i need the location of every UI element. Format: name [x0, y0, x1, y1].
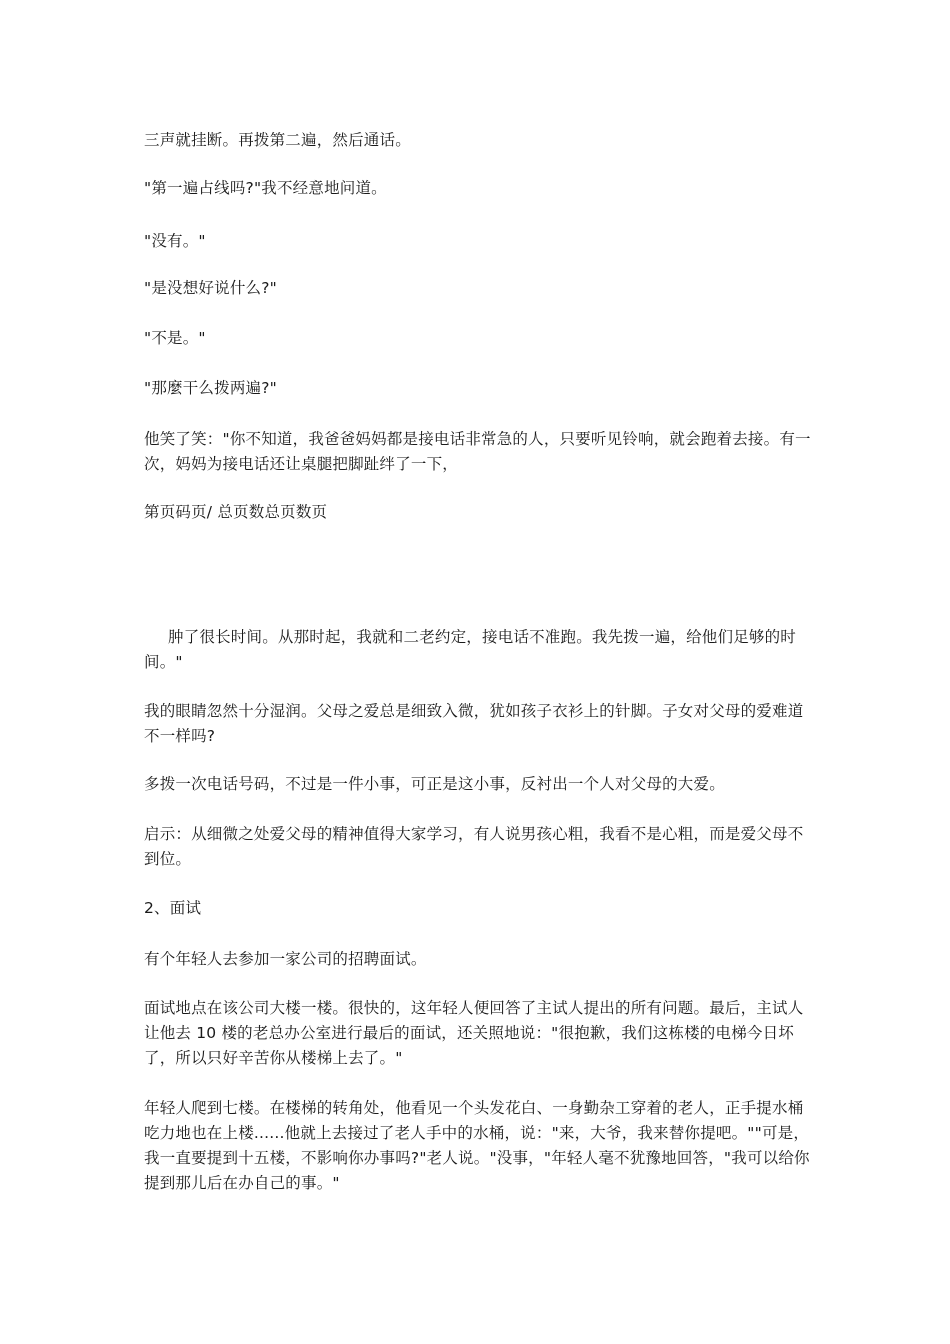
paragraph-moral: 启示：从细微之处爱父母的精神值得大家学习，有人说男孩心粗，我看不是心粗，而是爱父母不到位。: [144, 825, 804, 868]
paragraph-stairs: 年轻人爬到七楼。在楼梯的转角处，他看见一个头发花白、一身勤杂工穿着的老人，正手提水桶吃力地也在上楼......他就上去接过了老人手中的水桶，说："来，大爷，我来替你提吧。""可是，我一直要提到十五楼，不影响你办事吗?"老人说。"没事，"年轻人毫不犹豫地回答，"我可以给你提到那儿后在办自己的事。": [144, 1099, 810, 1192]
section-heading: 2、面试: [144, 899, 202, 917]
paragraph-summary: 多拨一次电话号码，不过是一件小事，可正是这小事，反衬出一个人对父母的大爱。: [144, 775, 725, 793]
paragraph-continuation: 肿了很长时间。从那时起，我就和二老约定，接电话不准跑。我先拨一遍，给他们足够的时间。": [144, 628, 797, 671]
paragraph-interview: 面试地点在该公司大楼一楼。很快的，这年轻人便回答了主试人提出的所有问题。最后，主试人让他去 10 楼的老总办公室进行最后的面试，还关照地说："很抱歉，我们这栋楼的电梯今日坏了，所以只好辛苦你从楼梯上去了。": [144, 999, 804, 1067]
page-footer: 第页码页/ 总页数总页数页: [144, 503, 328, 521]
dialogue-line: "是没想好说什么?": [144, 279, 277, 297]
dialogue-line: "不是。": [144, 329, 206, 347]
dialogue-line: "那麼干么拨两遍?": [144, 379, 277, 397]
paragraph-intro: 有个年轻人去参加一家公司的招聘面试。: [144, 950, 427, 968]
paragraph-opening: 三声就挂断。再拨第二遍，然后通话。: [144, 131, 411, 149]
paragraph-reflection: 我的眼睛忽然十分湿润。父母之爱总是细致入微，犹如孩子衣衫上的针脚。子女对父母的爱难道不一样吗?: [144, 702, 804, 745]
dialogue-line: "没有。": [144, 232, 206, 250]
paragraph-explanation: 他笑了笑："你不知道，我爸爸妈妈都是接电话非常急的人，只要听见铃响，就会跑着去接。有一次，妈妈为接电话还让桌腿把脚趾绊了一下，: [144, 430, 811, 473]
dialogue-line: "第一遍占线吗?"我不经意地问道。: [144, 179, 387, 197]
